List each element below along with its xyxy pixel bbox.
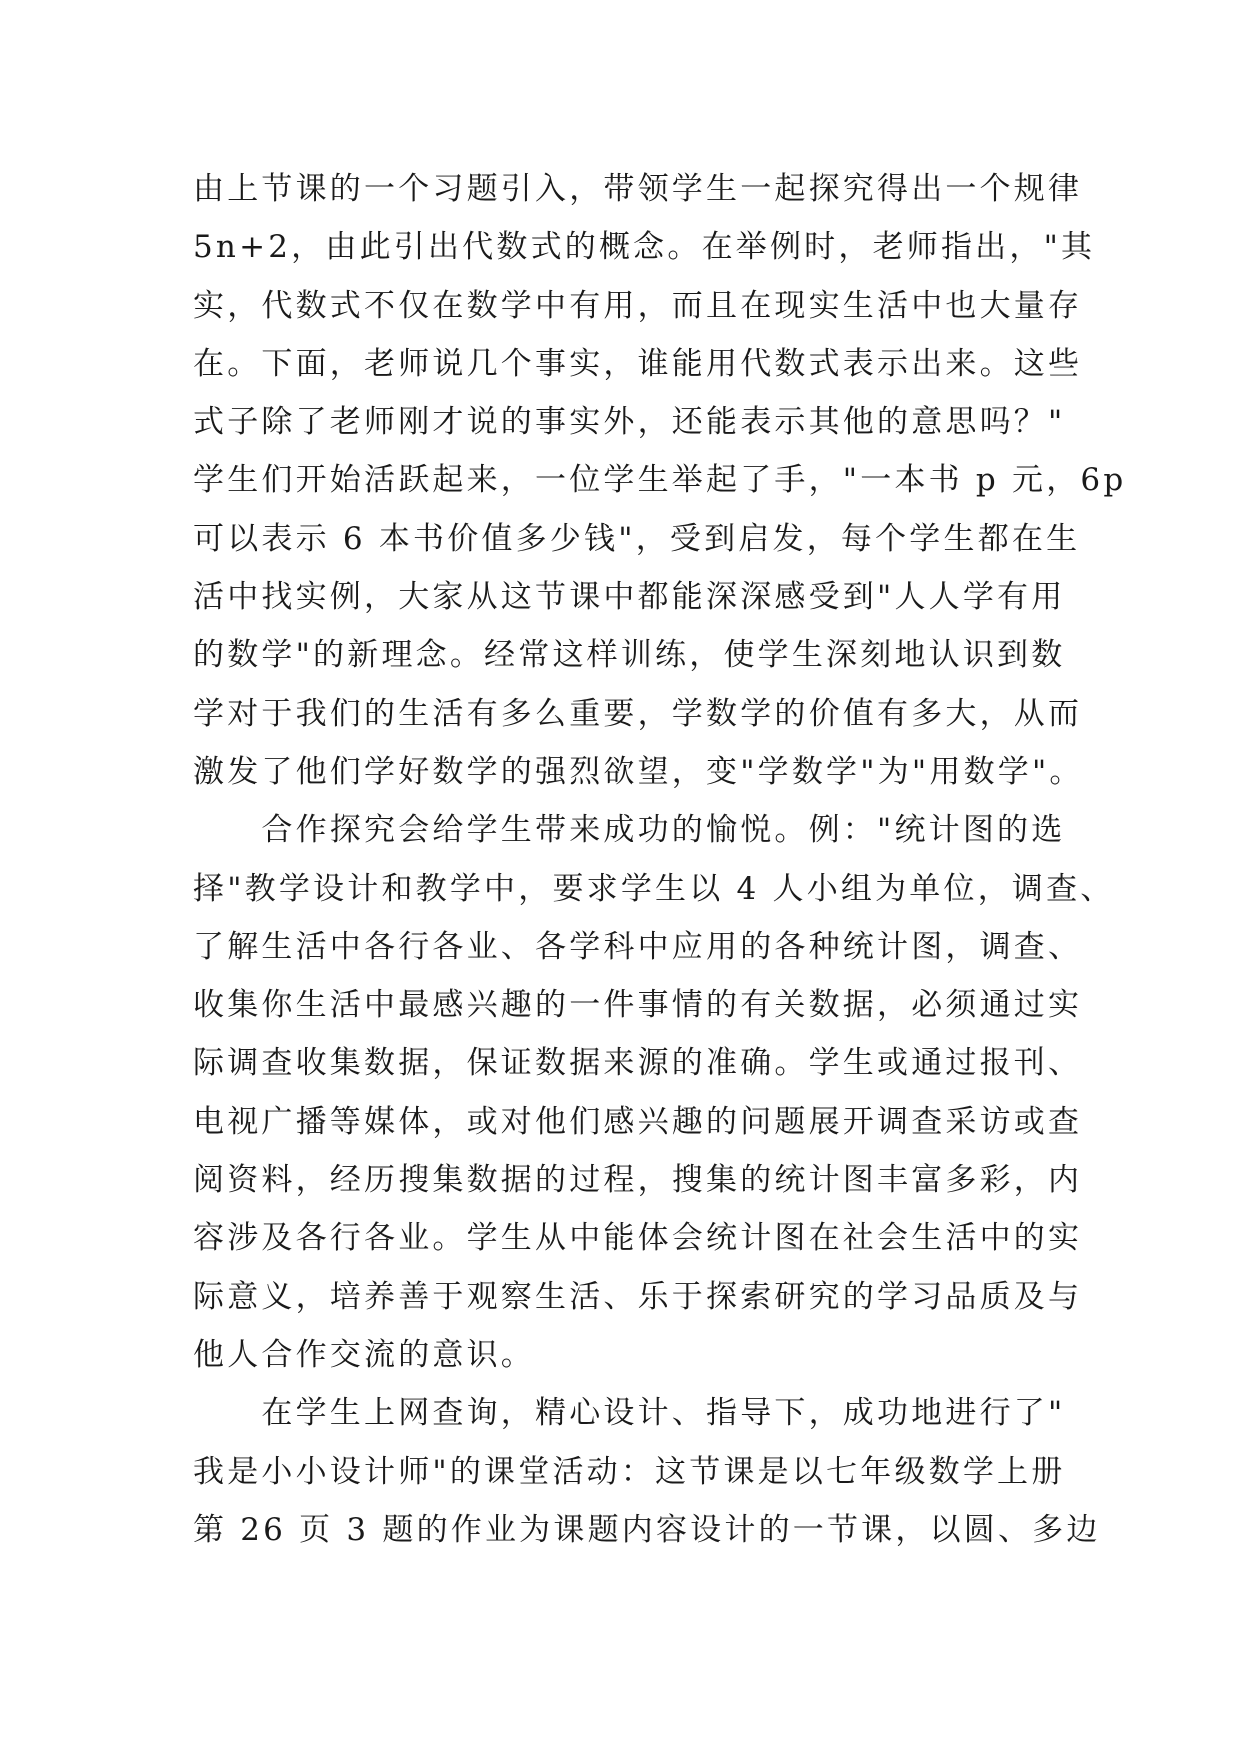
- text-line: 式子除了老师刚才说的事实外，还能表示其他的意思吗？": [193, 404, 1066, 441]
- text-line: 际意义，培养善于观察生活、乐于探索研究的学习品质及与: [193, 1278, 1083, 1315]
- text-line: 际调查收集数据，保证数据来源的准确。学生或通过报刊、: [193, 1045, 1083, 1082]
- text-line: 实，代数式不仅在数学中有用，而且在现实生活中也大量存: [193, 287, 1083, 324]
- text-line: 激发了他们学好数学的强烈欲望，变"学数学"为"用数学"。: [193, 753, 1084, 790]
- text-line: 可以表示 6 本书价值多少钱"，受到启发，每个学生都在生: [193, 520, 1081, 557]
- text-line: 电视广播等媒体，或对他们感兴趣的问题展开调查采访或查: [193, 1103, 1083, 1140]
- text-line: 学对于我们的生活有多么重要，学数学的价值有多大，从而: [193, 695, 1083, 732]
- paragraph-3: [193, 1384, 1101, 1559]
- text-line: 他人合作交流的意识。: [193, 1336, 535, 1373]
- document-body: [193, 160, 1127, 1559]
- text-line: 在学生上网查询，精心设计、指导下，成功地进行了": [193, 1395, 1066, 1432]
- text-line: 合作探究会给学生带来成功的愉悦。例："统计图的选: [193, 812, 1066, 849]
- text-line: 容涉及各行各业。学生从中能体会统计图在社会生活中的实: [193, 1220, 1083, 1257]
- text-line: 学生们开始活跃起来，一位学生举起了手，"一本书 p 元，6p: [193, 462, 1127, 499]
- text-line: 在。下面，老师说几个事实，谁能用代数式表示出来。这些: [193, 345, 1083, 382]
- text-line: 由上节课的一个习题引入，带领学生一起探究得出一个规律: [193, 171, 1083, 207]
- text-line: 了解生活中各行各业、各学科中应用的各种统计图，调查、: [193, 928, 1083, 965]
- text-line: 第 26 页 3 题的作业为课题内容设计的一节课，以圆、多边: [193, 1511, 1101, 1548]
- text-line: 5n+2，由此引出代数式的概念。在举例时，老师指出，"其: [193, 229, 1096, 266]
- text-line: 我是小小设计师"的课堂活动：这节课是以七年级数学上册: [193, 1453, 1066, 1490]
- text-line: 收集你生活中最感兴趣的一件事情的有关数据，必须通过实: [193, 987, 1083, 1024]
- text-line: 阅资料，经历搜集数据的过程，搜集的统计图丰富多彩，内: [193, 1162, 1083, 1199]
- text-line: 的数学"的新理念。经常这样训练，使学生深刻地认识到数: [193, 637, 1066, 674]
- text-line: 活中找实例，大家从这节课中都能深深感受到"人人学有用: [193, 579, 1066, 616]
- paragraph-1: [193, 160, 1127, 801]
- text-line: 择"教学设计和教学中，要求学生以 4 人小组为单位，调查、: [193, 870, 1115, 907]
- paragraph-2: [193, 801, 1115, 1384]
